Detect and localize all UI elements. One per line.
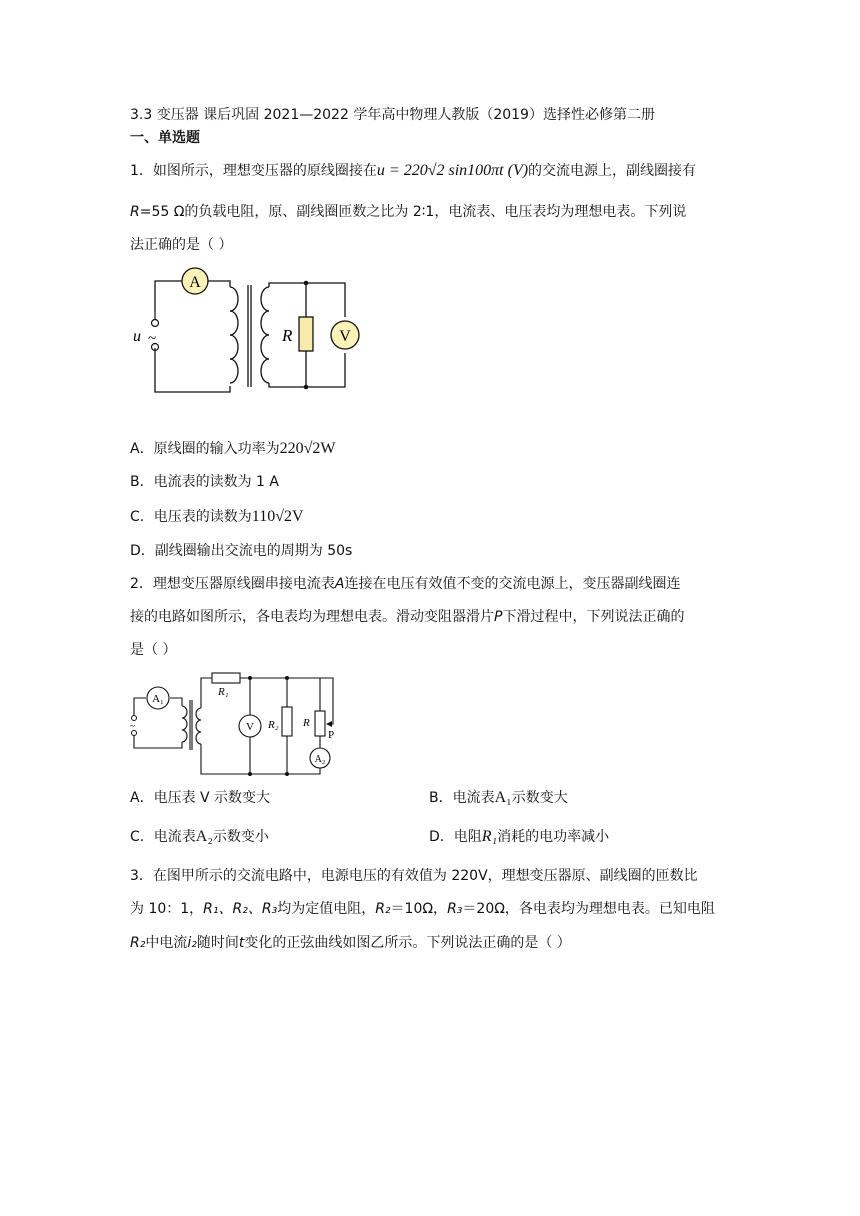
q2-symbol-a: A (334, 576, 345, 592)
q2-option-b (429, 788, 568, 808)
q3-stem-text: ＝20Ω，各电表均为理想电表。已知电阻 (462, 901, 715, 917)
q3-r2-symbol: R₂ (375, 901, 391, 917)
q1-formula: u = 220√2 sin100πt (V) (376, 162, 529, 179)
q2-fig-r-label: R (303, 717, 310, 729)
q1-option-c-value: 110√2V (251, 508, 304, 525)
q2-stem-line1 (130, 574, 681, 594)
terminal-bottom-icon (132, 731, 137, 736)
q1-circuit-figure (130, 265, 355, 395)
terminal-top-icon (132, 716, 137, 721)
document-title: 3.3 变压器 课后巩固 2021—2022 学年高中物理人教版（2019）选择性必修第二册 (130, 107, 655, 123)
q1-option-b: B．电流表的读数为 1 A (130, 474, 279, 490)
q1-fig-voltmeter-label: V (339, 328, 351, 345)
q1-stem-text: 1．如图所示，理想变压器的原线圈接在 (130, 163, 377, 179)
q2-stem-text: 接的电路如图所示，各电表均为理想电表。滑动变阻器滑片 (130, 609, 494, 625)
q1-option-a (130, 439, 335, 459)
q3-i2-symbol: i₂ (187, 935, 197, 951)
resistor-r2-icon (282, 707, 292, 736)
q1-fig-tilde: ~ (148, 331, 157, 347)
q1-fig-resistor-label: R (282, 326, 293, 345)
q2-option-a: A．电压表 V 示数变大 (130, 790, 271, 806)
q2-option-d-text: 消耗的电功率减小 (497, 829, 610, 845)
q1-option-a-text: A．原线圈的输入功率为 (130, 441, 280, 457)
q2-fig-r2-label: R₂ (268, 719, 279, 731)
q1-stem-line3: 法正确的是（ ） (130, 237, 233, 253)
q2-symbol-p: P (494, 609, 503, 625)
q3-stem-text: 中电流 (145, 935, 188, 951)
q2-stem-text: 下滑过程中，下列说法正确的 (502, 609, 685, 625)
q2-stem-line2 (130, 607, 684, 627)
q1-r-symbol: R (130, 204, 140, 220)
q1-stem-text: 的交流电源上，副线圈接有 (528, 163, 697, 179)
q3-resistor-list: R₁、R₂、R₃ (203, 901, 278, 917)
q1-stem-line1 (130, 161, 696, 181)
q3-r3-symbol: R₃ (447, 901, 463, 917)
q2-stem-line3: 是（ ） (130, 642, 177, 658)
q1-option-a-value: 220√2W (279, 440, 336, 457)
q2-stem-text: 连接在电压有效值不变的交流电源上，变压器副线圈连 (344, 576, 681, 592)
q2-fig-r1-label: R₁ (218, 686, 229, 698)
q3-r2-symbol: R₂ (130, 935, 146, 951)
q2-option-d-symbol: R₁ (481, 828, 498, 845)
q1-option-c-text: C．电压表的读数为 (130, 509, 252, 525)
resistor-icon (299, 317, 313, 351)
q3-stem-text: 随时间 (196, 935, 239, 951)
section-heading: 一、单选题 (130, 130, 200, 146)
q1-stem-text: =55 Ω的负载电阻，原、副线圈匝数之比为 2∶1，电流表、电压表均为理想电表。下列说 (139, 204, 687, 220)
q2-fig-v-label: V (246, 721, 254, 733)
q2-fig-a1-label: A₁ (152, 693, 164, 705)
q1-option-c (130, 507, 304, 527)
q2-option-b-symbol: A₁ (494, 789, 512, 806)
q3-t-symbol: t (238, 935, 245, 951)
q2-stem-text: 2．理想变压器原线圈串接电流表 (130, 576, 335, 592)
q2-option-c-text: 示数变小 (212, 829, 269, 845)
q2-option-b-text: B．电流表 (429, 790, 495, 806)
q1-fig-ammeter-label: A (189, 274, 201, 291)
resistor-r1-icon (212, 673, 240, 683)
q3-stem-text: 均为定值电阻， (277, 901, 376, 917)
q3-stem-text: 为 10：1， (130, 901, 204, 917)
q1-option-d: D．副线圈输出交流电的周期为 50s (130, 543, 353, 559)
terminal-top-icon (152, 320, 159, 327)
q3-stem-line2 (130, 899, 715, 919)
q2-option-c-symbol: A₂ (195, 828, 213, 845)
q3-stem-line3 (130, 933, 571, 953)
q3-stem-text: 变化的正弦曲线如图乙所示。下列说法正确的是（ ） (244, 935, 571, 951)
q2-fig-a2-label: A₂ (314, 754, 326, 765)
q2-fig-tilde: ~ (130, 721, 135, 731)
q2-option-c (130, 827, 269, 847)
q2-option-d (429, 827, 609, 847)
rheostat-icon (315, 711, 325, 736)
q2-fig-p-label: P (328, 729, 335, 741)
q2-option-c-text: C．电流表 (130, 829, 196, 845)
q3-stem-text: ＝10Ω， (390, 901, 448, 917)
q2-option-d-text: D．电阻 (429, 829, 482, 845)
q2-circuit-figure (130, 668, 345, 778)
q2-option-b-text: 示数变大 (511, 790, 568, 806)
q1-fig-source-label: u (133, 328, 141, 345)
q1-stem-line2 (130, 202, 686, 222)
q3-stem-line1: 3．在图甲所示的交流电路中，电源电压的有效值为 220V，理想变压器原、副线圈的匝数比 (130, 868, 698, 884)
